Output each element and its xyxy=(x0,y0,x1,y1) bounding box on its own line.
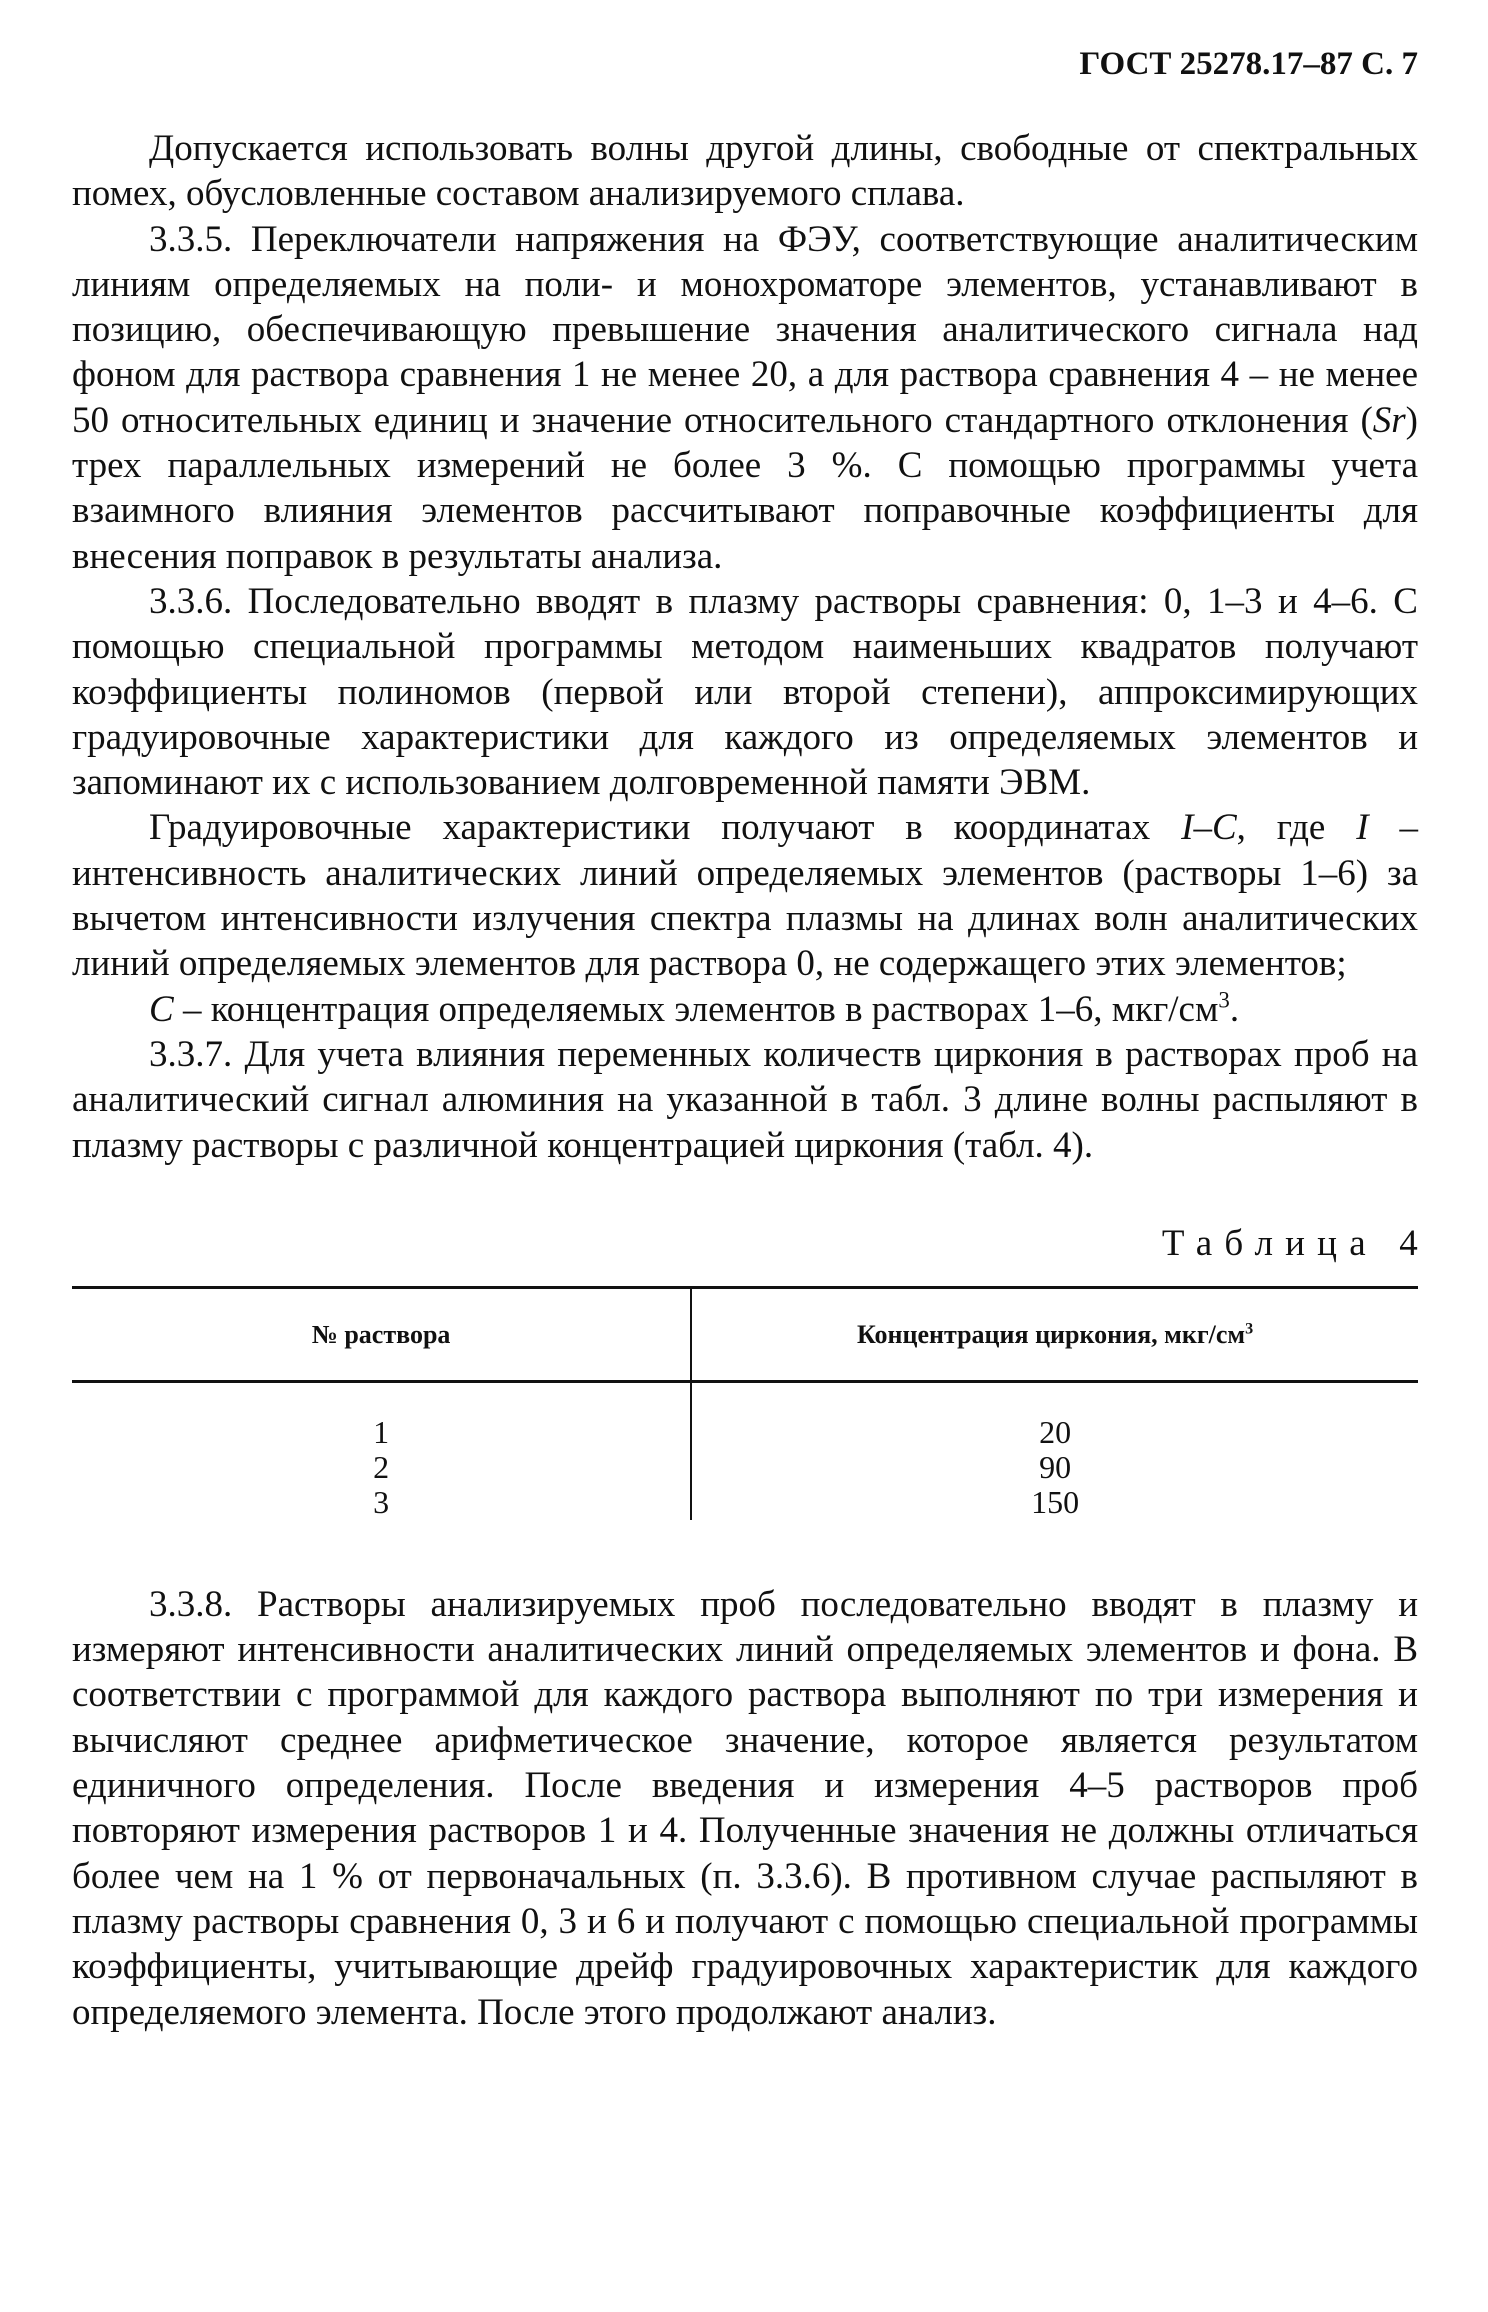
column-header-exponent: 3 xyxy=(1245,1320,1254,1338)
cell-solution-number: 1 xyxy=(72,1381,691,1450)
paragraph-3-3-6: 3.3.6. Последовательно вводят в плазму растворы сравнения: 0, 1–3 и 4–6. С помощью специальной программы методом наименьших квадратов получают коэффициенты полиномов (первой или второй степени), аппроксимирующих градуировочные характеристики для каждого из определяемых элементов и запоминают их с использованием долговременной памяти ЭВМ. xyxy=(72,580,1418,804)
grad-text-3: – интенсивность аналитических линий определяемых элементов (растворы 1–6) за вычетом интенсивности излучения спектра плазмы на длинах волн аналитических линий определяемых элементов для раствора 0, не содержащего этих элементов; xyxy=(72,807,1418,985)
c-symbol: C xyxy=(149,988,174,1030)
paragraph-concentration xyxy=(72,987,1418,1032)
table-caption: Таблица 4 xyxy=(1161,1222,1430,1264)
p335-text-1: 3.3.5. Переключатели напряжения на ФЭУ, соответствующие аналитическим линиям определяемых на поли- и монохроматоре элементов, устанавливают в позицию, обеспечивающую превышение значения аналитического сигнала над фоном для раствора сравнения 1 не менее 20, а для раствора сравнения 4 – не менее 50 относительных единиц и значение относительного стандартного отклонения ( xyxy=(72,218,1418,441)
paragraph-3-3-7: 3.3.7. Для учета влияния переменных количеств циркония в растворах проб на аналитический сигнал алюминия на указанной в табл. 3 длине волны распыляют в плазму растворы с различной концентрацией циркония (табл. 4). xyxy=(72,1033,1418,1166)
grad-text-2: , где xyxy=(1236,807,1357,849)
paragraph-3-3-5 xyxy=(72,217,1418,579)
cell-concentration: 90 xyxy=(1039,1448,1072,1485)
cell-concentration: 150 xyxy=(1031,1483,1080,1520)
cell-solution-number: 2 xyxy=(72,1450,691,1485)
conc-unit-exponent: 3 xyxy=(1218,987,1230,1013)
column-header-solution-number: № раствора xyxy=(72,1287,691,1381)
table-row xyxy=(72,1450,1418,1485)
page-header: ГОСТ 25278.17–87 С. 7 xyxy=(1079,46,1418,82)
sr-symbol: Sr xyxy=(1372,399,1406,441)
column-header-concentration-text: Концентрация циркония, мкг/см xyxy=(856,1319,1246,1349)
column-header-concentration xyxy=(691,1287,1418,1381)
cell-solution-number: 3 xyxy=(72,1485,691,1520)
grad-text-1: Градуировочные характеристики получают в координатах xyxy=(149,807,1182,849)
paragraph-calibration xyxy=(72,805,1418,986)
p335-text-2: ) трех параллельных измерений не более 3 %. С помощью программы учета взаимного влияния элементов рассчитывают поправочные коэффициенты для внесения поправок в результаты анализа. xyxy=(72,399,1418,577)
i-symbol: I xyxy=(1356,807,1369,849)
cell-concentration: 20 xyxy=(1039,1413,1072,1450)
paragraph-3-3-8: 3.3.8. Растворы анализируемых проб последовательно вводят в плазму и измеряют интенсивности аналитических линий определяемых элементов и фона. В соответствии с программой для каждого раствора выполняют по три измерения и вычисляют среднее арифметическое значение, которое является результатом единичного определения. После введения и измерения 4–5 растворов проб повторяют измерения растворов 1 и 4. Полученные значения не должны отличаться более чем на 1 % от первоначальных (п. 3.3.6). В противном случае распыляют в плазму растворы сравнения 0, 3 и 6 и получают с помощью специальной программы коэффициенты, учитывающие дрейф градуировочных характеристик для каждого определяемого элемента. После этого продолжают анализ. xyxy=(72,1583,1418,2033)
table-4 xyxy=(72,1286,1418,1520)
conc-period: . xyxy=(1229,988,1240,1030)
conc-text: – концентрация определяемых элементов в растворах 1–6, мкг/см xyxy=(173,988,1219,1030)
coords-symbol: I–C xyxy=(1181,807,1237,849)
table-row xyxy=(72,1381,1418,1450)
table-header-row xyxy=(72,1287,1418,1381)
table-row xyxy=(72,1485,1418,1520)
paragraph-intro: Допускается использовать волны другой длины, свободные от спектральных помех, обусловленные составом анализируемого сплава. xyxy=(72,128,1418,215)
